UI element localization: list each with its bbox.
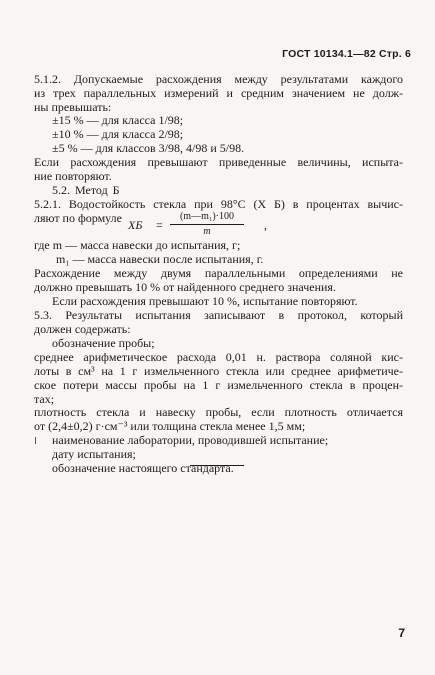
formula-denominator: m — [203, 226, 211, 237]
text-line: ское потери массы пробы на 1 г измельченного стекла в процен- — [34, 378, 403, 392]
text-line: должен содержать: — [34, 322, 131, 336]
list-item: дату испытания; — [52, 447, 136, 461]
text-line: m₁ — масса навески после испытания, г. — [56, 252, 264, 266]
text-line: ляют по формуле — [34, 211, 122, 225]
text-line: ±10 % — для класса 2/98; — [52, 127, 184, 141]
text-line: должно превышать 10 % от найденного среднего значения. — [34, 280, 336, 294]
text-line: где m — масса навески до испытания, г; — [34, 238, 241, 252]
page-number: 7 — [398, 626, 405, 640]
list-item: плотность стекла и навеску пробы, если плотность отличается — [34, 405, 403, 419]
running-head: ГОСТ 10134.1—82 Стр. 6 — [282, 48, 411, 60]
formula — [128, 211, 308, 241]
end-rule — [190, 465, 244, 466]
list-item: среднее арифметическое расхода 0,01 н. раствора соляной кис- — [34, 350, 403, 364]
text-line: ±15 % — для класса 1/98; — [52, 113, 184, 127]
list-item: обозначение пробы; — [52, 336, 155, 350]
fraction-bar — [170, 224, 244, 225]
text-line: ние повторяют. — [34, 169, 112, 183]
text-line: из трех параллельных измерений и средним значением не долж- — [34, 86, 403, 100]
section-heading: 5.2. Метод Б — [52, 183, 120, 197]
text-line: Если расхождения превышают 10 %, испытание повторяют. — [52, 294, 358, 308]
text-line: ±5 % — для классов 3/98, 4/98 и 5/98. — [52, 141, 245, 155]
formula-comma: , — [264, 218, 267, 232]
text-line: 5.3. Результаты испытания записывают в протокол, который — [34, 308, 403, 322]
formula-equals: = — [156, 218, 163, 232]
formula-fraction — [170, 211, 244, 238]
scan-mark — [35, 437, 38, 444]
text-line: лоты в см³ на 1 г измельченного стекла или среднее арифметиче- — [34, 364, 403, 378]
text-line: Расхождение между двумя параллельными определениями не — [34, 266, 403, 280]
text-line: от (2,4±0,2) г·см⁻³ или толщина стекла менее 1,5 мм; — [34, 419, 306, 433]
text-line: Если расхождения превышают приведенные величины, испыта- — [34, 155, 403, 169]
text-line: ны превышать: — [34, 100, 112, 114]
text-line: тах; — [34, 392, 55, 406]
formula-numerator: (m—m₁)·100 — [179, 211, 235, 222]
formula-lhs: XБ — [128, 218, 143, 232]
list-item: наименование лаборатории, проводившей испытание; — [52, 433, 329, 447]
text-line: 5.1.2. Допускаемые расхождения между результатами каждого — [34, 72, 403, 86]
text-line: 5.2.1. Водостойкость стекла при 98°С (X Б) в процентах вычис- — [34, 197, 403, 211]
list-item: обозначение настоящего стандарта. — [52, 461, 234, 475]
